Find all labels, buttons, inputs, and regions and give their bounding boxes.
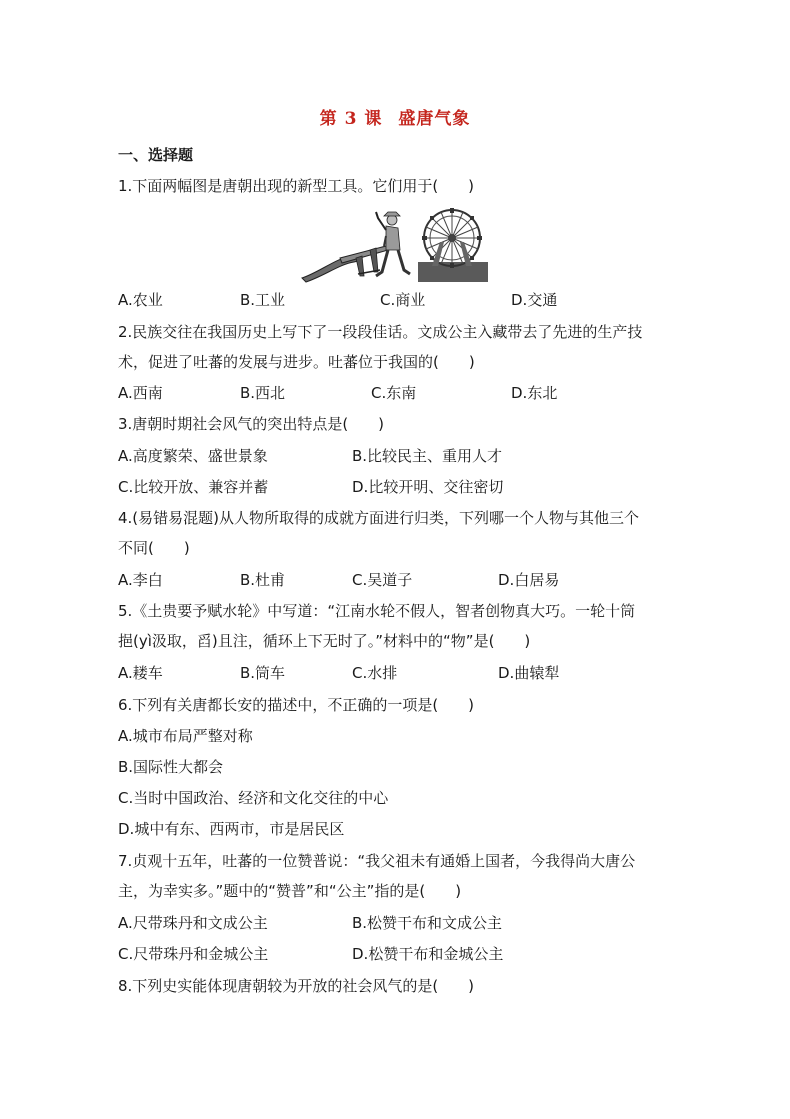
question-7-options-row-1 <box>118 913 678 933</box>
option-c[interactable]: C.尺带珠丹和金城公主 <box>118 945 269 963</box>
option-a[interactable]: A.李白 <box>118 571 163 589</box>
option-b[interactable]: B.杜甫 <box>240 571 286 589</box>
question-5-options <box>118 663 678 683</box>
option-a[interactable]: A.农业 <box>118 291 163 309</box>
option-b[interactable]: B.筒车 <box>240 664 286 682</box>
option-b[interactable]: B.西北 <box>240 384 286 402</box>
option-c[interactable]: C.比较开放、兼容并蓄 <box>118 478 269 496</box>
question-5-stem-line-2: 挹(yì汲取，舀)且注，循环上下无时了。”材料中的“物”是( ) <box>118 632 531 650</box>
lesson-number: 第 3 课 <box>319 109 383 129</box>
option-b[interactable]: B.比较民主、重用人才 <box>352 447 503 465</box>
page-title <box>0 104 790 129</box>
option-a[interactable]: A.高度繁荣、盛世景象 <box>118 447 268 465</box>
question-7-options-row-2 <box>118 944 678 964</box>
option-d[interactable]: D.比较开明、交往密切 <box>352 478 504 496</box>
option-d[interactable]: D.城中有东、西两市，市是居民区 <box>118 820 345 838</box>
question-7-stem-line-2: 主，为幸实多。”题中的“赞普”和“公主”指的是( ) <box>118 882 462 900</box>
option-a[interactable]: A.城市布局严整对称 <box>118 727 253 745</box>
question-7-stem-line-1: 7.贞观十五年，吐蕃的一位赞普说：“我父祖未有通婚上国者，今我得尚大唐公 <box>118 852 636 870</box>
question-4-stem-line-1: 4.(易错易混题)从人物所取得的成就方面进行归类，下列哪一个人物与其他三个 <box>118 509 640 527</box>
option-a[interactable]: A.西南 <box>118 384 163 402</box>
question-4-options <box>118 570 678 590</box>
tools-figure <box>300 206 490 284</box>
option-d[interactable]: D.东北 <box>511 384 558 402</box>
option-b[interactable]: B.工业 <box>240 291 286 309</box>
option-d[interactable]: D.白居易 <box>498 571 560 589</box>
question-4-stem-line-2: 不同( ) <box>118 539 190 557</box>
option-c[interactable]: C.当时中国政治、经济和文化交往的中心 <box>118 789 389 807</box>
curved-plough-icon <box>302 212 410 282</box>
option-d[interactable]: D.曲辕犁 <box>498 664 560 682</box>
question-8-stem: 8.下列史实能体现唐朝较为开放的社会风气的是( ) <box>118 977 475 995</box>
option-c[interactable]: C.吴道子 <box>352 571 413 589</box>
question-2-stem-line-2: 术，促进了吐蕃的发展与进步。吐蕃位于我国的( ) <box>118 353 475 371</box>
option-d[interactable]: D.松赞干布和金城公主 <box>352 945 504 963</box>
lesson-name: 盛唐气象 <box>398 109 471 129</box>
option-d[interactable]: D.交通 <box>511 291 558 309</box>
option-c[interactable]: C.东南 <box>371 384 417 402</box>
question-2-stem-line-1: 2.民族交往在我国历史上写下了一段段佳话。文成公主入藏带去了先进的生产技 <box>118 323 643 341</box>
question-1-options <box>118 290 678 310</box>
question-5-stem-line-1: 5.《土贵要予赋水轮》中写道：“江南水轮不假人，智者创物真大巧。一轮十筒 <box>118 602 636 620</box>
question-3-options-row-1 <box>118 446 678 466</box>
question-3-stem: 3.唐朝时期社会风气的突出特点是( ) <box>118 415 385 433</box>
option-c[interactable]: C.水排 <box>352 664 398 682</box>
question-6-stem: 6.下列有关唐都长安的描述中，不正确的一项是( ) <box>118 696 475 714</box>
option-b[interactable]: B.松赞干布和文成公主 <box>352 914 503 932</box>
option-a[interactable]: A.耧车 <box>118 664 163 682</box>
option-c[interactable]: C.商业 <box>380 291 426 309</box>
waterwheel-icon <box>418 208 488 282</box>
option-a[interactable]: A.尺带珠丹和文成公主 <box>118 914 268 932</box>
question-3-options-row-2 <box>118 477 678 497</box>
question-1-stem: 1.下面两幅图是唐朝出现的新型工具。它们用于( ) <box>118 177 475 195</box>
option-b[interactable]: B.国际性大都会 <box>118 758 224 776</box>
section-heading: 一、选择题 <box>118 146 194 164</box>
question-2-options <box>118 383 678 403</box>
